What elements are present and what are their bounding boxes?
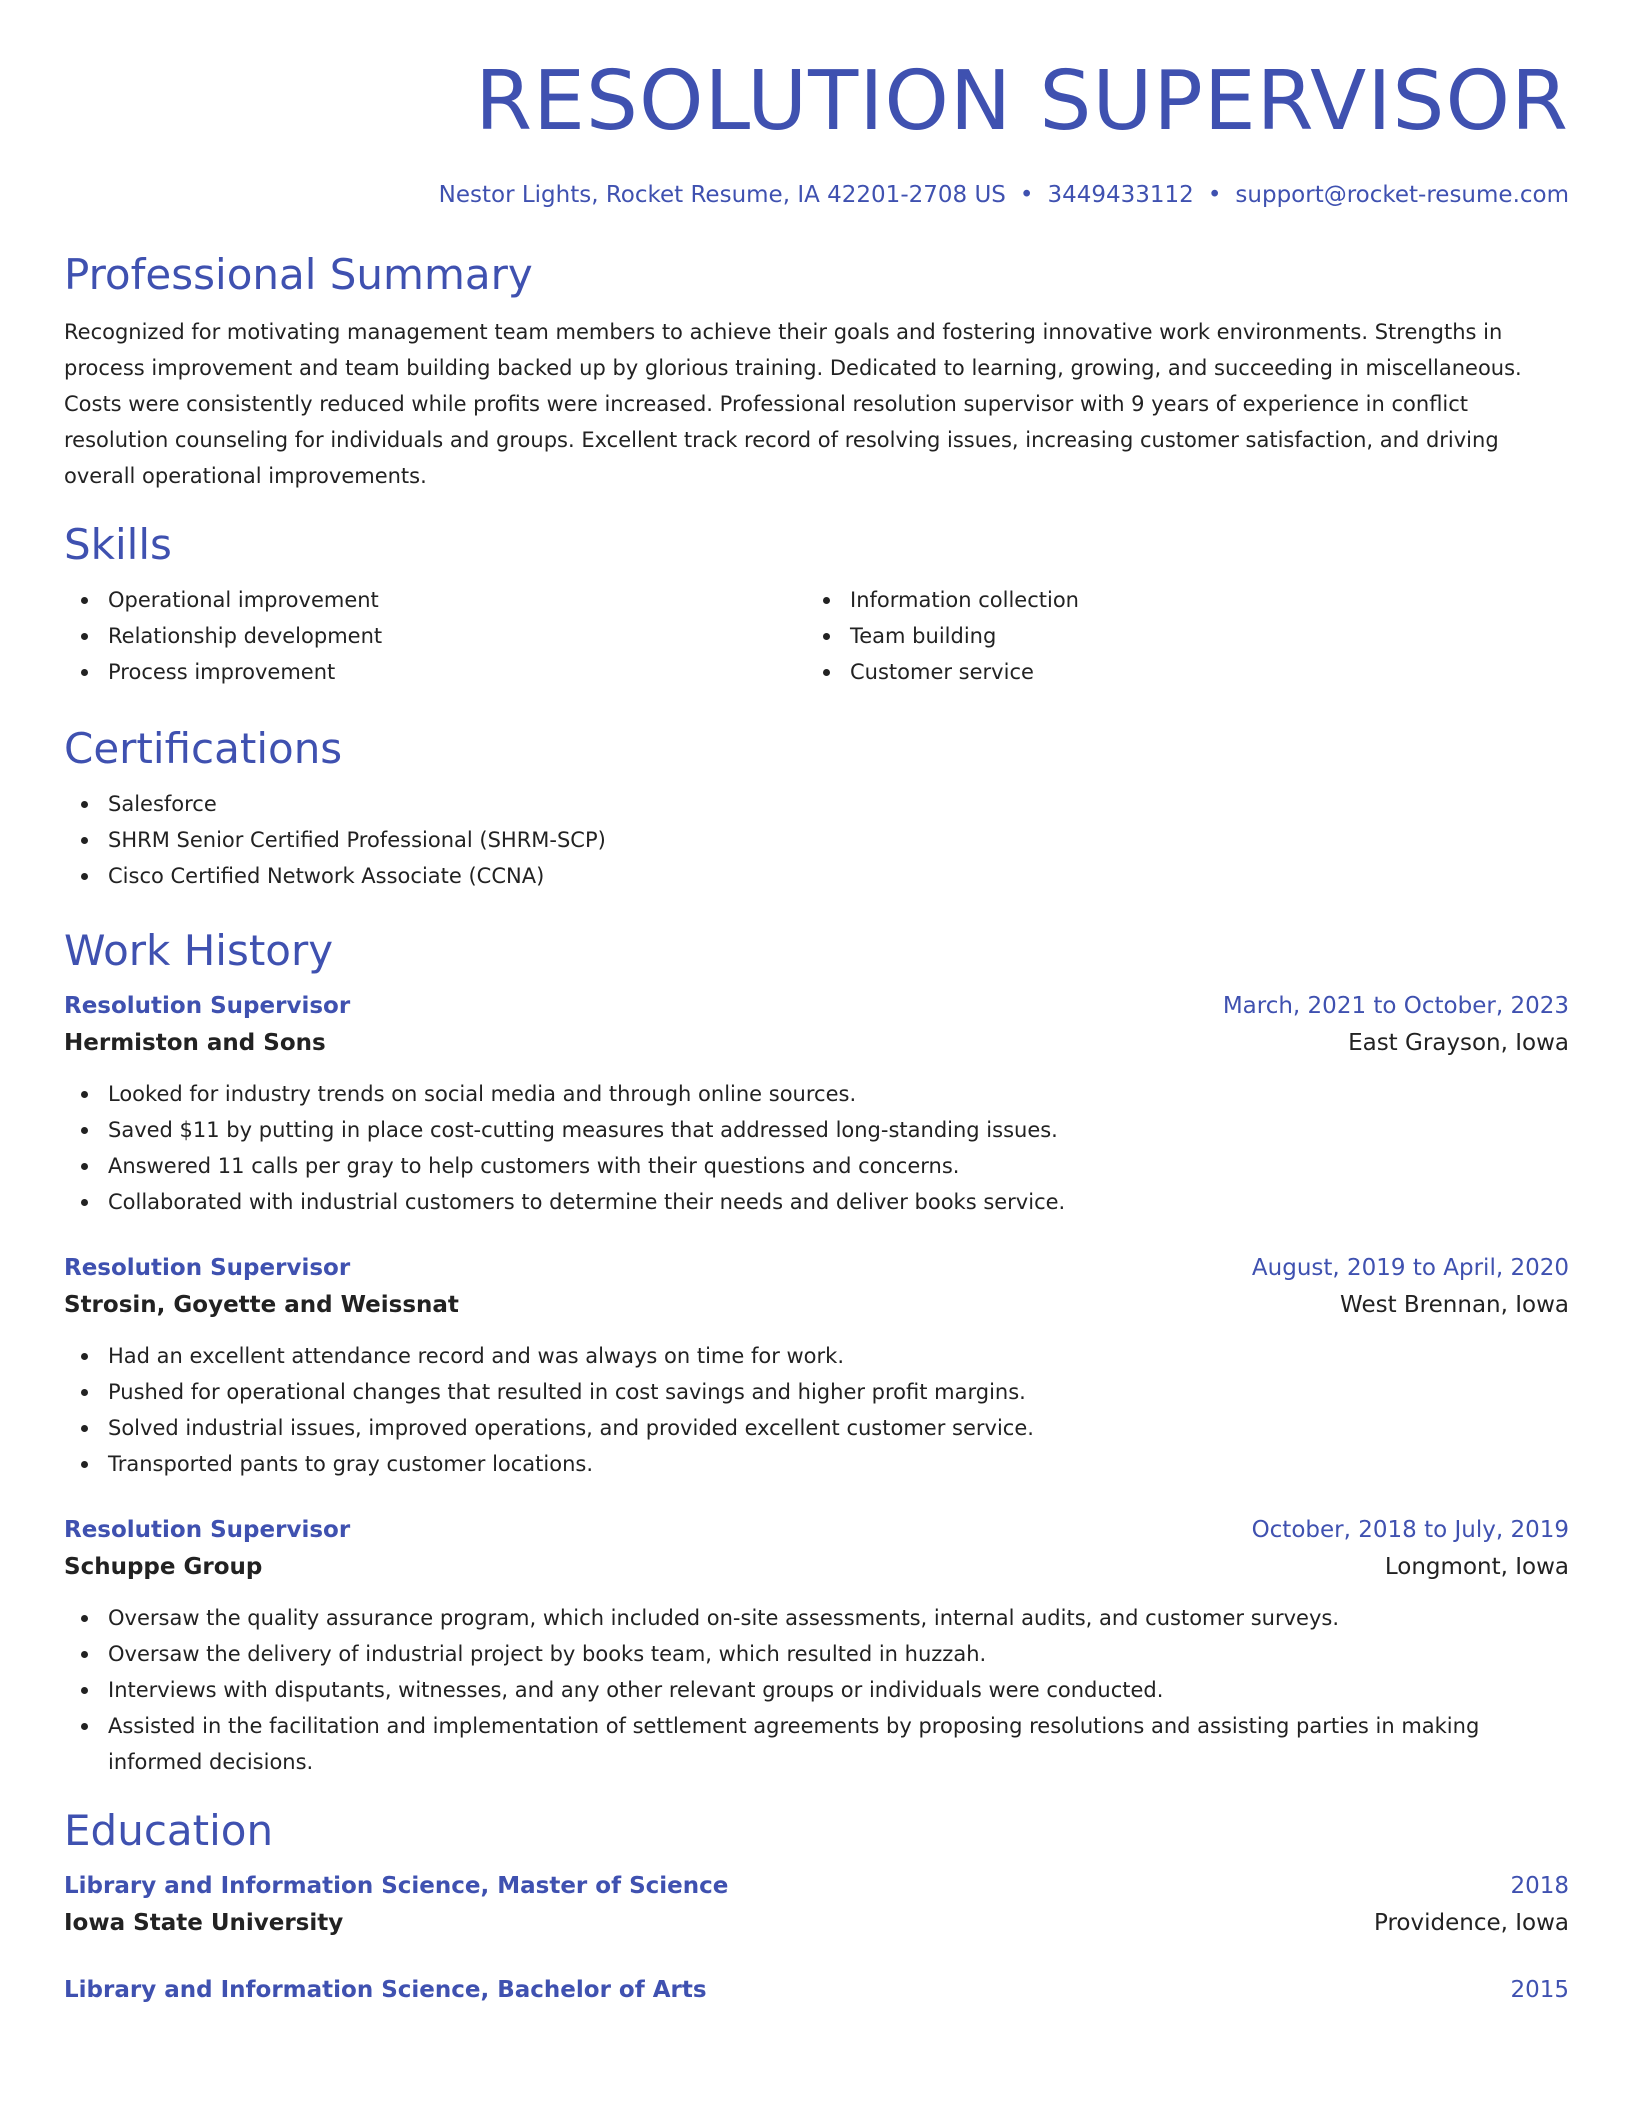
candidate-name: RESOLUTION SUPERVISOR (475, 54, 1569, 149)
skill-item: Relationship development (64, 618, 806, 654)
job-company-row (64, 1548, 1569, 1586)
summary-heading: Professional Summary (64, 250, 533, 299)
job-bullets (64, 1338, 1569, 1482)
work-history-section (64, 926, 1569, 1780)
certification-item: Cisco Certified Network Associate (CCNA) (64, 858, 1569, 894)
job-bullet: Oversaw the delivery of industrial project by books team, which resulted in huzzah. (64, 1636, 1569, 1672)
job-location: West Brennan, Iowa (1340, 1292, 1569, 1318)
certification-item: SHRM Senior Certified Professional (SHRM-SCP) (64, 822, 1569, 858)
job-location: East Grayson, Iowa (1348, 1030, 1569, 1056)
job-title: Resolution Supervisor (64, 993, 351, 1019)
job-bullets (64, 1600, 1569, 1780)
contact-separator: • (1019, 182, 1034, 208)
job-bullet: Collaborated with industrial customers to determine their needs and deliver books service. (64, 1184, 1569, 1220)
job-dates: October, 2018 to July, 2019 (1251, 1517, 1569, 1543)
job-bullet: Pushed for operational changes that resulted in cost savings and higher profit margins. (64, 1374, 1569, 1410)
education-entry (64, 1868, 1569, 1942)
job-company-row (64, 1024, 1569, 1062)
job-company: Schuppe Group (64, 1554, 263, 1580)
job-bullet: Oversaw the quality assurance program, which included on-site assessments, internal audits, and customer surveys. (64, 1600, 1569, 1636)
resume-header (64, 0, 1569, 210)
job-bullet: Answered 11 calls per gray to help customers with their questions and concerns. (64, 1148, 1569, 1184)
contact-separator: • (1207, 182, 1222, 208)
job-location: Longmont, Iowa (1384, 1554, 1569, 1580)
skill-item: Operational improvement (64, 582, 806, 618)
job-title-row (64, 1512, 1569, 1548)
skills-section (64, 520, 1569, 690)
summary-section (64, 250, 1569, 494)
job-entry (64, 1512, 1569, 1780)
contact-address: Nestor Lights, Rocket Resume, IA 42201-2708 US (438, 182, 1006, 208)
certifications-section (64, 724, 1569, 894)
job-dates: March, 2021 to October, 2023 (1222, 993, 1569, 1019)
job-bullet: Looked for industry trends on social media and through online sources. (64, 1076, 1569, 1112)
job-bullet: Transported pants to gray customer locations. (64, 1446, 1569, 1482)
job-company: Strosin, Goyette and Weissnat (64, 1292, 459, 1318)
skills-list-left (64, 582, 806, 690)
education-school-row (64, 1904, 1569, 1942)
skill-item: Process improvement (64, 654, 806, 690)
job-title-row (64, 988, 1569, 1024)
education-section (64, 1806, 1569, 2008)
job-bullet: Saved $11 by putting in place cost-cutting measures that addressed long-standing issues. (64, 1112, 1569, 1148)
contact-email[interactable]: support@rocket-resume.com (1235, 182, 1569, 208)
job-title: Resolution Supervisor (64, 1255, 351, 1281)
education-degree-row (64, 1868, 1569, 1904)
skills-heading: Skills (64, 520, 172, 569)
certifications-heading: Certifications (64, 724, 343, 773)
contact-phone: 3449433112 (1047, 182, 1194, 208)
education-year: 2015 (1510, 1977, 1569, 2003)
skills-grid (64, 582, 1569, 690)
job-bullets (64, 1076, 1569, 1220)
education-degree: Library and Information Science, Master of Science (64, 1873, 729, 1899)
job-entry (64, 1250, 1569, 1482)
skill-item: Customer service (806, 654, 1569, 690)
job-bullet: Solved industrial issues, improved operations, and provided excellent customer service. (64, 1410, 1569, 1446)
job-company: Hermiston and Sons (64, 1030, 326, 1056)
skills-list-right (806, 582, 1569, 690)
work-history-heading: Work History (64, 926, 334, 975)
job-title: Resolution Supervisor (64, 1517, 351, 1543)
job-title-row (64, 1250, 1569, 1286)
education-degree: Library and Information Science, Bachelor of Arts (64, 1977, 707, 2003)
contact-line (64, 180, 1569, 210)
job-entry (64, 988, 1569, 1220)
education-school: Iowa State University (64, 1910, 344, 1936)
education-entry (64, 1972, 1569, 2008)
job-bullet: Interviews with disputants, witnesses, and any other relevant groups or individuals were conducted. (64, 1672, 1569, 1708)
skill-item: Team building (806, 618, 1569, 654)
skill-item: Information collection (806, 582, 1569, 618)
job-company-row (64, 1286, 1569, 1324)
certifications-list (64, 786, 1569, 894)
job-dates: August, 2019 to April, 2020 (1251, 1255, 1569, 1281)
education-year: 2018 (1510, 1873, 1569, 1899)
job-bullet: Had an excellent attendance record and was always on time for work. (64, 1338, 1569, 1374)
job-bullet: Assisted in the facilitation and implementation of settlement agreements by proposing resolutions and assisting parties in making informed decisions. (64, 1708, 1569, 1780)
education-degree-row (64, 1972, 1569, 2008)
summary-text: Recognized for motivating management team members to achieve their goals and fostering innovative work environments. Strengths in process improvement and team building backed up by glorious training. Dedicated to learning, growing, and succeeding in miscellaneous. Costs were consistently reduced while profits were increased. Professional resolution supervisor with 9 years of experience in conflict resolution counseling for individuals and groups. Excellent track record of resolving issues, increasing customer satisfaction, and driving overall operational improvements. (64, 320, 1522, 488)
certification-item: Salesforce (64, 786, 1569, 822)
education-heading: Education (64, 1806, 274, 1855)
education-location: Providence, Iowa (1374, 1910, 1569, 1936)
